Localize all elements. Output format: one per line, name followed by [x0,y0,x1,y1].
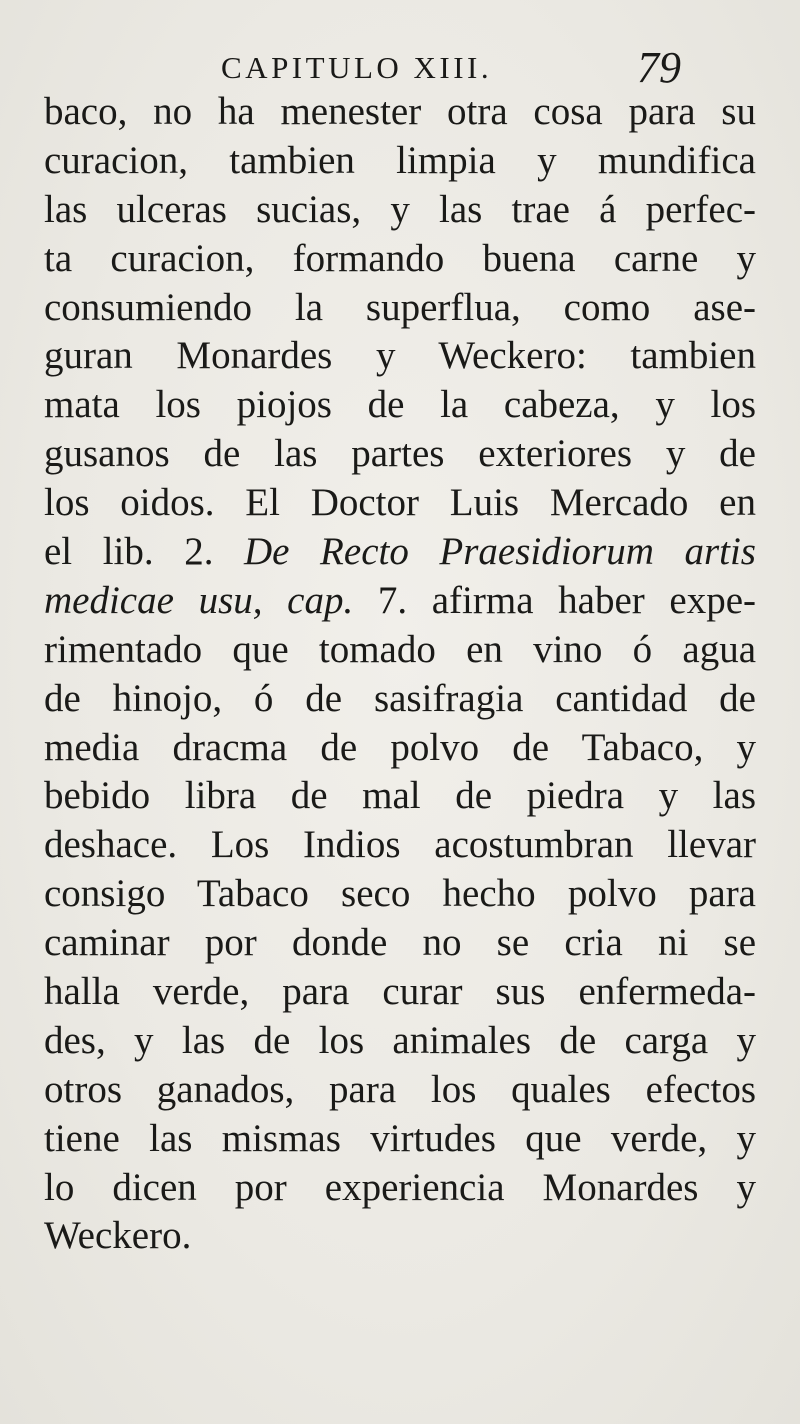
text-line-with-citation [44,528,756,577]
text-line: ta curacion, formando buena carne y [44,236,756,280]
text-line: guran Monardes y Weckero: tambien [44,334,756,378]
text-line: consumiendo la superflua, como ase- [44,285,756,329]
text-line: lo dicen por experiencia Monardes y [44,1165,756,1209]
text-line: rimentado que tomado en vino ó agua [44,627,756,671]
text-line: mata los piojos de la cabeza, y los [44,383,756,427]
page-number: 79 [637,43,681,92]
text-line: bebido libra de mal de piedra y las [44,774,756,818]
text-line: deshace. Los Indios acostumbran llevar [44,823,756,867]
body-text [44,88,756,1261]
text-line: des, y las de los animales de carga y [44,1018,756,1062]
text-line: tiene las mismas virtudes que verde, y [44,1116,756,1160]
citation-title: De Recto Praesidiorum artis [244,530,756,574]
text-line: halla verde, para curar sus enfermeda- [44,970,756,1014]
text-line: media dracma de polvo de Tabaco, y [44,725,756,769]
citation-title-end: medicae usu, cap. [44,578,354,622]
text-line: gusanos de las partes exteriores y de [44,432,756,476]
text-line: otros ganados, para los quales efectos [44,1067,756,1111]
text-line: baco, no ha menester otra cosa para su [44,90,756,133]
citation-rest: 7. afirma haber expe- [353,578,756,622]
text-line: curacion, tambien limpia y mundifica [44,138,756,182]
text-line: las ulceras sucias, y las trae á perfec- [44,187,756,231]
citation-lead: el lib. 2. [44,530,245,574]
text-line: los oidos. El Doctor Luis Mercado en [44,481,756,525]
text-line-last: Weckero. [44,1214,192,1258]
text-line: consigo Tabaco seco hecho polvo para [44,872,756,916]
chapter-heading: CAPITULO XIII. [221,50,493,85]
text-line-with-citation [44,577,756,626]
text-line: de hinojo, ó de sasifragia cantidad de [44,676,756,720]
running-header [0,42,800,92]
text-line: caminar por donde no se cria ni se [44,921,756,965]
